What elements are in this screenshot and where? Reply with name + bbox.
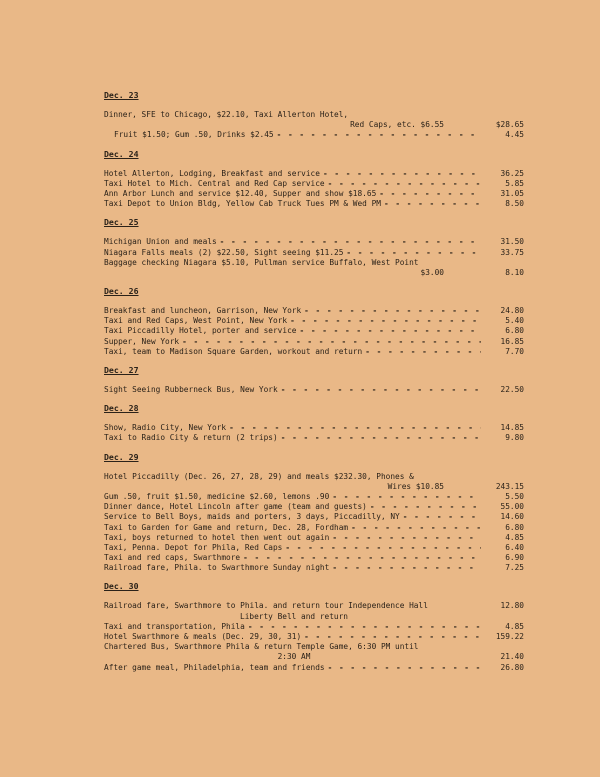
date-heading: Dec. 24	[104, 148, 139, 159]
date-heading: Dec. 28	[104, 403, 139, 414]
expense-description: Chartered Bus, Swarthmore Phila & return Temple Game, 6:30 PM until	[104, 642, 419, 652]
dot-leader	[290, 316, 481, 326]
date-section	[104, 217, 524, 278]
dot-leader	[299, 326, 481, 336]
expense-description: Red Caps, etc. $6.55	[350, 120, 444, 130]
expense-description: After game meal, Philadelphia, team and friends	[104, 662, 325, 672]
dot-leader	[379, 189, 481, 199]
expense-line	[104, 347, 524, 357]
expense-line	[104, 563, 524, 573]
expense-line	[104, 199, 524, 209]
expense-line	[104, 316, 524, 326]
expense-description: Dinner dance, Hotel Lincoln after game (team and guests)	[104, 502, 367, 512]
expense-line	[104, 642, 524, 652]
expense-description: $3.00	[420, 267, 444, 277]
expense-description: Taxi, boys returned to hotel then went out again	[104, 532, 330, 542]
expense-description: Taxi Depot to Union Bldg, Yellow Cab Truck Tues PM & Wed PM	[104, 199, 381, 209]
expense-amount: 12.80	[500, 601, 524, 611]
dot-leader	[328, 179, 481, 189]
dot-leader	[365, 347, 481, 357]
expense-amount: 26.80	[500, 662, 524, 672]
expense-amount: 8.50	[505, 199, 524, 209]
date-section	[104, 452, 524, 574]
expense-amount: 5.85	[505, 178, 524, 188]
expense-amount: 159.22	[495, 632, 524, 641]
expense-amount: 31.05	[500, 188, 524, 198]
expense-description: Taxi, team to Madison Square Garden, workout and return	[104, 346, 363, 356]
expense-amount: 6.40	[505, 542, 524, 552]
expense-list	[104, 90, 524, 681]
expense-description: Breakfast and luncheon, Garrison, New York	[104, 306, 302, 316]
dot-leader	[328, 663, 481, 673]
expense-amount: 55.00	[500, 502, 524, 512]
dot-leader	[285, 543, 481, 553]
dot-leader	[384, 199, 481, 209]
expense-description: 2:30 AM	[277, 652, 311, 662]
expense-description: Hotel Swarthmore & meals (Dec. 29, 30, 31)	[104, 632, 302, 641]
expense-line	[104, 337, 524, 347]
expense-amount: 22.50	[500, 385, 524, 394]
expense-amount: 4.45	[505, 130, 524, 140]
dot-leader	[304, 306, 481, 316]
expense-description: Hotel Allerton, Lodging, Breakfast and service	[104, 168, 320, 178]
expense-line	[104, 237, 524, 247]
dot-leader	[403, 512, 481, 522]
expense-description: Gum .50, fruit $1.50, medicine $2.60, lemons .90	[104, 491, 330, 501]
expense-amount: 5.50	[505, 491, 524, 501]
expense-description: Michigan Union and meals	[104, 237, 217, 247]
expense-description: Wires $10.85	[387, 481, 444, 491]
expense-line	[104, 385, 524, 395]
expense-line	[104, 433, 524, 443]
expense-line	[104, 326, 524, 336]
expense-description: Taxi to Radio City & return (2 trips)	[104, 433, 278, 443]
date-heading: Dec. 27	[104, 365, 139, 375]
expense-line	[104, 652, 524, 662]
date-section	[104, 581, 524, 672]
expense-line	[104, 553, 524, 563]
expense-amount: 33.75	[500, 247, 524, 257]
expense-amount: $28.65	[495, 120, 524, 130]
expense-description: Liberty Bell and return	[240, 611, 348, 621]
expense-line	[104, 533, 524, 543]
expense-description: Baggage checking Niagara $5.10, Pullman service Buffalo, West Point	[104, 257, 419, 267]
date-section	[104, 149, 524, 210]
expense-amount: 16.85	[500, 336, 524, 346]
expense-amount: 36.25	[500, 168, 524, 178]
dot-leader	[281, 385, 481, 395]
expense-description: Supper, New York	[104, 336, 180, 346]
expense-line	[104, 482, 524, 492]
expense-description: Taxi, Penna. Depot for Phila, Red Caps	[104, 542, 283, 552]
expense-line	[104, 120, 524, 130]
expense-amount: 6.80	[505, 522, 524, 532]
expense-line	[104, 268, 524, 278]
expense-amount: 4.85	[505, 621, 524, 631]
expense-line	[104, 543, 524, 553]
dot-leader	[229, 423, 481, 433]
expense-amount: 7.70	[505, 346, 524, 356]
dot-leader	[220, 237, 481, 247]
expense-line	[104, 523, 524, 533]
expense-line	[104, 492, 524, 502]
date-heading: Dec. 26	[104, 286, 139, 297]
date-section	[104, 286, 524, 357]
expense-amount: 31.50	[500, 237, 524, 247]
expense-description: Hotel Piccadilly (Dec. 26, 27, 28, 29) and meals $232.30, Phones &	[104, 471, 414, 481]
expense-line	[104, 622, 524, 632]
dot-leader	[332, 492, 481, 502]
expense-description: Show, Radio City, New York	[104, 423, 227, 433]
expense-amount: 243.15	[495, 481, 524, 491]
expense-amount: 6.80	[505, 326, 524, 336]
expense-amount: 8.10	[505, 267, 524, 277]
dot-leader	[351, 523, 481, 533]
expense-line	[104, 663, 524, 673]
expense-description: Dinner, SFE to Chicago, $22.10, Taxi Allerton Hotel,	[104, 110, 349, 119]
expense-line	[104, 179, 524, 189]
expense-description: Ann Arbor Lunch and service $12.40, Supper and show $18.65	[104, 188, 377, 198]
expense-description: Niagara Falls meals (2) $22.50, Sight seeing $11.25	[104, 247, 344, 257]
expense-line	[104, 306, 524, 316]
dot-leader	[370, 502, 481, 512]
dot-leader	[182, 337, 481, 347]
expense-line	[104, 601, 524, 611]
date-section	[104, 365, 524, 395]
dot-leader	[332, 563, 481, 573]
expense-line	[104, 512, 524, 522]
date-heading: Dec. 30	[104, 581, 139, 592]
expense-amount: 14.60	[500, 512, 524, 522]
expense-amount: 6.90	[505, 553, 524, 563]
expense-line	[104, 472, 524, 482]
expense-description: Taxi Piccadilly Hotel, porter and service	[104, 326, 297, 336]
dot-leader	[243, 553, 481, 563]
expense-line	[104, 189, 524, 199]
date-heading: Dec. 25	[104, 217, 139, 228]
expense-amount: 24.80	[500, 306, 524, 316]
date-heading: Dec. 23	[104, 90, 139, 100]
dot-leader	[248, 622, 481, 632]
expense-description: Taxi and red caps, Swarthmore	[104, 553, 241, 563]
expense-description: Service to Bell Boys, maids and porters, 3 days, Piccadilly, NY	[104, 512, 400, 522]
expense-amount: 5.40	[505, 316, 524, 326]
dot-leader	[332, 533, 481, 543]
expense-description: Fruit $1.50; Gum .50, Drinks $2.45	[114, 130, 274, 140]
expense-line	[104, 248, 524, 258]
expense-line	[104, 632, 524, 642]
expense-amount: 9.80	[505, 433, 524, 443]
dot-leader	[323, 169, 481, 179]
dot-leader	[304, 632, 481, 642]
expense-line	[104, 423, 524, 433]
expense-line	[104, 258, 524, 268]
date-section	[104, 403, 524, 443]
expense-amount: 4.85	[505, 532, 524, 542]
expense-line	[104, 169, 524, 179]
expense-line	[104, 130, 524, 140]
date-heading: Dec. 29	[104, 451, 139, 462]
dot-leader	[277, 130, 481, 140]
expense-amount: 21.40	[500, 652, 524, 662]
expense-description: Railroad fare, Swarthmore to Phila. and return tour Independence Hall	[104, 601, 428, 611]
expense-line	[104, 502, 524, 512]
expense-description: Sight Seeing Rubberneck Bus, New York	[104, 385, 278, 394]
expense-description: Taxi and transportation, Phila	[104, 621, 245, 631]
date-section	[104, 90, 524, 141]
expense-amount: 7.25	[505, 563, 524, 573]
expense-amount: 14.85	[500, 423, 524, 433]
expense-description: Railroad fare, Phila. to Swarthmore Sunday night	[104, 563, 330, 573]
expense-description: Taxi and Red Caps, West Point, New York	[104, 316, 288, 326]
expense-line	[104, 612, 524, 622]
dot-leader	[346, 248, 481, 258]
expense-description: Taxi Hotel to Mich. Central and Red Cap service	[104, 178, 325, 188]
expense-line	[104, 110, 524, 120]
expense-description: Taxi to Garden for Game and return, Dec. 28, Fordham	[104, 522, 349, 532]
dot-leader	[281, 433, 481, 443]
